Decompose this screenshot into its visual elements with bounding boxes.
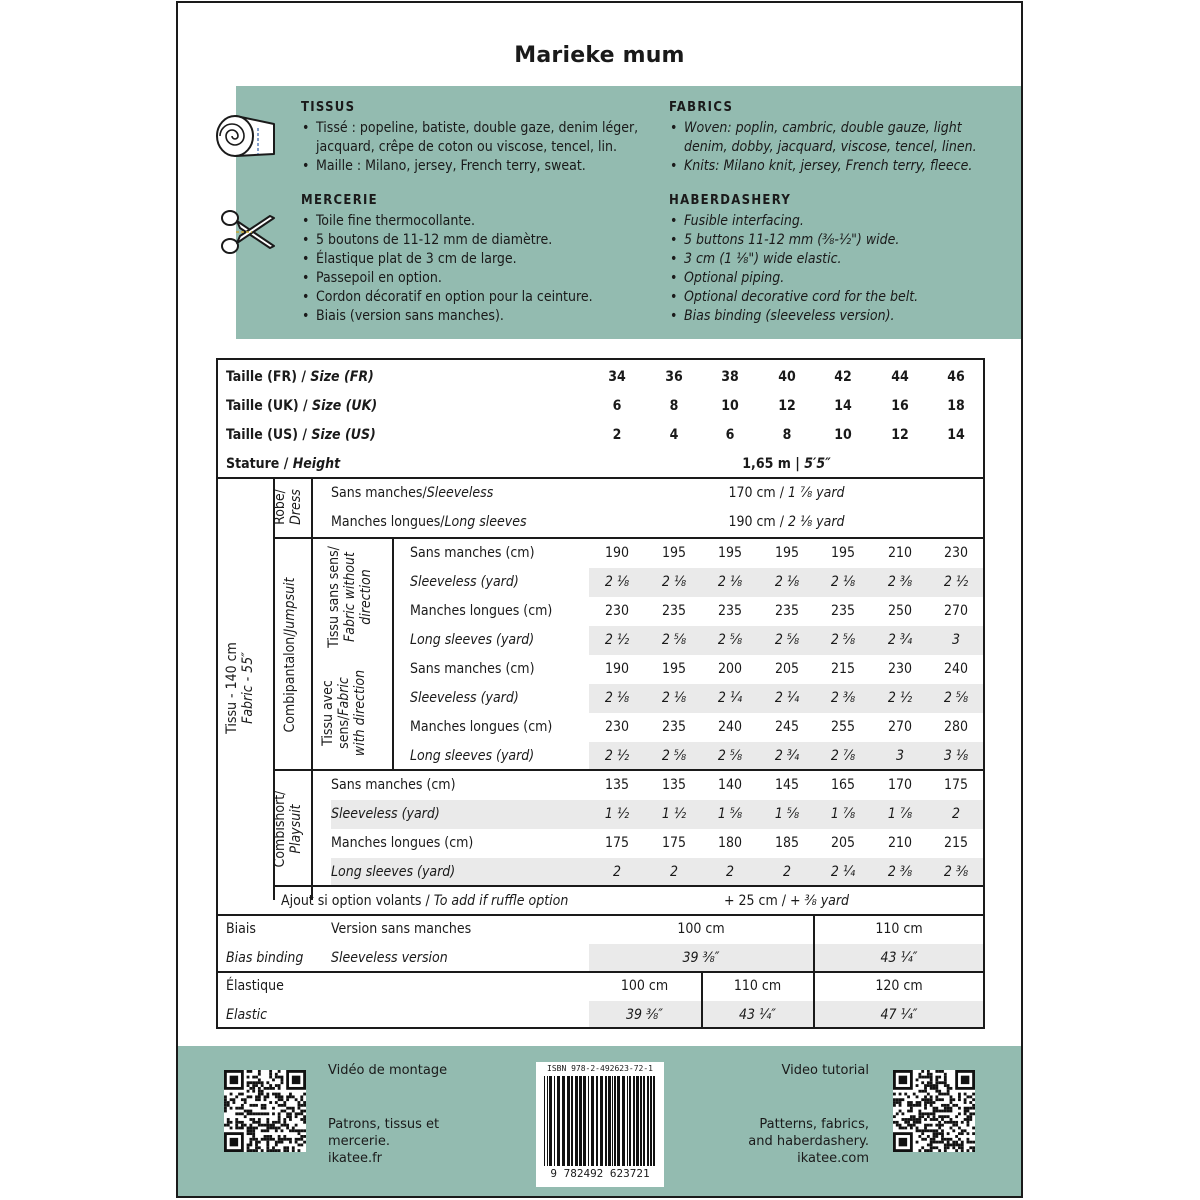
list-item: • Maille : Milano, jersey, French terry, sweat. <box>301 157 651 176</box>
jumpsuit-row-value: 255 <box>830 719 856 735</box>
jumpsuit-row-value: 235 <box>661 719 687 735</box>
jumpsuit-row-value: 235 <box>661 603 687 619</box>
list-item: • Bias binding (sleeveless version). <box>669 307 989 326</box>
fabrics-heading-fr: TISSUS <box>301 100 356 115</box>
size-uk-value: 6 <box>612 398 622 414</box>
jumpsuit-group-label-en: Jumpsuit <box>282 577 298 633</box>
jumpsuit-row-label: Sans manches (cm) <box>410 545 535 561</box>
table-rule <box>216 358 985 360</box>
playsuit-row-value: 175 <box>661 835 687 851</box>
jumpsuit-row-value: 2 ⅛ <box>661 574 687 590</box>
table-rule <box>392 539 394 771</box>
ruffle-value-en: + ⅜ yard <box>789 893 850 909</box>
height-value-fr: 1,65 m | <box>742 456 805 472</box>
size-uk-value: 8 <box>669 398 679 414</box>
playsuit-row-value: 175 <box>943 777 969 793</box>
playsuit-row-value: 1 ½ <box>604 806 630 822</box>
jumpsuit-row-value: 2 ⅝ <box>661 632 687 648</box>
elastic-value-cm: 120 cm <box>875 978 923 994</box>
table-rule <box>701 972 703 1028</box>
ruffle-label-fr: Ajout si option volants / <box>281 893 434 909</box>
size-fr-value: 34 <box>608 369 626 385</box>
jumpsuit-row-value: 215 <box>830 661 856 677</box>
size-us-label <box>226 421 486 450</box>
playsuit-row-value: 165 <box>830 777 856 793</box>
height-label-fr: Stature / <box>226 456 293 472</box>
dress-row-value-fr: 170 cm / <box>728 485 788 501</box>
size-uk-value: 18 <box>947 398 965 414</box>
dress-group-label <box>272 478 312 536</box>
dress-row-label <box>331 479 581 508</box>
bias-value-in: 39 ⅜″ <box>682 950 720 966</box>
elastic-label-fr: Élastique <box>226 978 284 994</box>
height-value <box>589 450 984 479</box>
size-fr-value: 44 <box>891 369 909 385</box>
jumpsuit-row-value: 235 <box>774 603 800 619</box>
jumpsuit-row-value: 2 ½ <box>943 574 969 590</box>
playsuit-row-value: 2 <box>951 806 960 822</box>
bias-value-cm: 110 cm <box>875 921 923 937</box>
playsuit-row-value: 135 <box>661 777 687 793</box>
fabrics-fr <box>301 100 651 176</box>
footer <box>178 1046 1021 1198</box>
list-item: • Biais (version sans manches). <box>301 307 651 326</box>
jumpsuit-row-value: 235 <box>717 603 743 619</box>
size-fr-value: 42 <box>834 369 852 385</box>
fabrics-en <box>669 100 989 176</box>
size-uk-label <box>226 392 486 421</box>
playsuit-row-value: 2 ¼ <box>830 864 856 880</box>
size-us-label-en: Size (US) <box>311 427 376 443</box>
elastic-value-in: 47 ¼″ <box>880 1007 918 1023</box>
jumpsuit-row-value: 250 <box>887 603 913 619</box>
jumpsuit-row-value: 240 <box>717 719 743 735</box>
jumpsuit-row-value: 240 <box>943 661 969 677</box>
playsuit-row-value: 170 <box>887 777 913 793</box>
jumpsuit-row-value: 2 ⅛ <box>774 574 800 590</box>
size-uk-value: 12 <box>778 398 796 414</box>
list-item: • Woven: poplin, cambric, double gauze, light denim, dobby, jacquard, viscose, tencel, linen. <box>669 119 989 157</box>
playsuit-row-value: 1 ⅞ <box>887 806 913 822</box>
dress-row-value-en: 1 ⅞ yard <box>787 485 845 501</box>
playsuit-row-label: Sleeveless (yard) <box>331 806 440 822</box>
no-direction-label <box>326 539 378 655</box>
jumpsuit-row-value: 230 <box>604 719 630 735</box>
list-item: • 5 buttons 11-12 mm (⅜-½") wide. <box>669 231 989 250</box>
dress-row-value <box>589 479 984 508</box>
jumpsuit-row-value: 2 ½ <box>604 632 630 648</box>
fabric-group-label <box>224 477 264 899</box>
video-tutorial-fr: Vidéo de montage <box>328 1063 448 1078</box>
fabric-group-label-en: Fabric - 55″ <box>240 652 256 724</box>
jumpsuit-row-value: 2 ⅛ <box>717 574 743 590</box>
size-fr-value: 46 <box>947 369 965 385</box>
height-value-en: 5′5″ <box>804 456 831 472</box>
bias-value-cm: 100 cm <box>677 921 725 937</box>
size-us-value: 6 <box>725 427 735 443</box>
dress-row-value-en: 2 ⅛ yard <box>787 514 845 530</box>
playsuit-row-value: 2 <box>725 864 734 880</box>
isbn-barcode <box>536 1062 664 1187</box>
table-rule <box>216 358 218 1029</box>
size-uk-label-en: Size (UK) <box>312 398 378 414</box>
jumpsuit-row-value: 2 ⅝ <box>717 632 743 648</box>
jumpsuit-row-value: 2 ⅜ <box>887 574 913 590</box>
playsuit-row-value: 1 ⅝ <box>717 806 743 822</box>
size-us-value: 10 <box>834 427 852 443</box>
playsuit-group-label <box>272 771 312 887</box>
list-item: • Knits: Milano knit, jersey, French terry, fleece. <box>669 157 989 176</box>
dress-row-label-fr: Manches longues/ <box>331 514 445 530</box>
with-direction-label-part: Fabric <box>336 677 352 716</box>
list-item: • 5 boutons de 11-12 mm de diamètre. <box>301 231 651 250</box>
playsuit-row-value: 135 <box>604 777 630 793</box>
jumpsuit-row-value: 200 <box>717 661 743 677</box>
bias-label-fr: Biais <box>226 921 256 937</box>
jumpsuit-row-value: 2 ½ <box>887 690 913 706</box>
playsuit-row-value: 180 <box>717 835 743 851</box>
list-item: • Optional piping. <box>669 269 989 288</box>
jumpsuit-row-label: Sleeveless (yard) <box>410 690 519 706</box>
playsuit-row-value: 2 <box>782 864 791 880</box>
with-direction-label <box>320 655 384 771</box>
no-direction-label-part: direction <box>358 569 374 625</box>
scissors-icon <box>218 206 278 258</box>
isbn-text: ISBN 978-2-492623-72-1 <box>547 1064 653 1073</box>
playsuit-row-value: 1 ⅞ <box>830 806 856 822</box>
jumpsuit-row-value: 195 <box>717 545 743 561</box>
qr-code-en[interactable] <box>893 1070 975 1152</box>
playsuit-row-value: 2 ⅜ <box>943 864 969 880</box>
size-fr-label-fr: Taille (FR) / <box>226 369 311 385</box>
dress-group-label-en: Dress <box>288 489 304 525</box>
elastic-value-cm: 110 cm <box>733 978 782 994</box>
playsuit-row-value: 2 <box>669 864 678 880</box>
fabric-roll-icon <box>214 110 280 162</box>
jumpsuit-row-value: 190 <box>604 661 630 677</box>
jumpsuit-row-value: 2 ⅛ <box>661 690 687 706</box>
table-rule <box>813 972 815 1028</box>
playsuit-row-value: 175 <box>604 835 630 851</box>
jumpsuit-row-value: 230 <box>604 603 630 619</box>
size-uk-value: 14 <box>834 398 852 414</box>
dress-row-label-en: Long sleeves <box>444 514 527 530</box>
jumpsuit-row-value: 2 ⅝ <box>943 690 969 706</box>
jumpsuit-row-value: 2 ⅝ <box>774 632 800 648</box>
jumpsuit-group-label <box>282 539 302 771</box>
size-uk-value: 10 <box>721 398 739 414</box>
size-fr-value: 36 <box>665 369 683 385</box>
barcode-bars <box>540 1076 660 1166</box>
materials-panel <box>236 86 1023 339</box>
elastic-value-cm: 100 cm <box>620 978 669 994</box>
bias-label-en: Bias binding <box>226 950 304 966</box>
website-en[interactable]: ikatee.com <box>797 1151 869 1166</box>
ruffle-label-en: To add if ruffle option <box>433 893 569 909</box>
playsuit-row-label: Sans manches (cm) <box>331 777 456 793</box>
jumpsuit-row-value: 3 ⅛ <box>943 748 969 764</box>
height-label <box>226 450 486 479</box>
haberdashery-heading-en: HABERDASHERY <box>669 193 792 208</box>
size-us-value: 8 <box>782 427 792 443</box>
playsuit-group-label-en: Playsuit <box>288 804 304 854</box>
jumpsuit-row-value: 2 ⅜ <box>830 690 856 706</box>
playsuit-row-value: 145 <box>774 777 800 793</box>
list-item: • Passepoil en option. <box>301 269 651 288</box>
jumpsuit-row-value: 2 ⅛ <box>604 690 630 706</box>
ruffle-value <box>589 887 984 916</box>
page-title: Marieke mum <box>514 43 685 68</box>
dress-row-label-en: Sleeveless <box>426 485 494 501</box>
playsuit-group-label-fr: Combishort/ <box>272 790 288 868</box>
jumpsuit-row-value: 270 <box>887 719 913 735</box>
height-label-en: Height <box>292 456 341 472</box>
jumpsuit-row-value: 205 <box>774 661 800 677</box>
ruffle-label <box>281 887 591 916</box>
dress-group-label-fr: Robe/ <box>272 489 288 525</box>
no-direction-label-part: Tissu sans sens/ <box>326 546 342 648</box>
with-direction-label-part: sens/ <box>336 715 352 749</box>
list-item: • Optional decorative cord for the belt. <box>669 288 989 307</box>
size-uk-value: 16 <box>891 398 909 414</box>
jumpsuit-row-value: 230 <box>887 661 913 677</box>
yardage-table <box>216 358 985 1029</box>
haberdashery-fr <box>301 193 651 326</box>
size-fr-label-en: Size (FR) <box>310 369 374 385</box>
jumpsuit-row-label: Sans manches (cm) <box>410 661 535 677</box>
jumpsuit-row-value: 2 ⅝ <box>717 748 743 764</box>
size-fr-label <box>226 363 486 392</box>
jumpsuit-row-value: 2 ¼ <box>774 690 800 706</box>
size-us-value: 12 <box>891 427 909 443</box>
playsuit-row-value: 2 ⅜ <box>887 864 913 880</box>
website-fr[interactable]: ikatee.fr <box>328 1151 383 1166</box>
dress-row-value-fr: 190 cm / <box>728 514 788 530</box>
jumpsuit-row-value: 230 <box>943 545 969 561</box>
no-direction-label-part: Fabric without <box>342 552 358 642</box>
elastic-label-en: Elastic <box>226 1007 268 1023</box>
jumpsuit-row-value: 210 <box>887 545 913 561</box>
with-direction-label-part: with direction <box>352 669 368 757</box>
jumpsuit-row-value: 2 ⅝ <box>830 632 856 648</box>
qr-code-fr[interactable] <box>224 1070 306 1152</box>
jumpsuit-row-value: 235 <box>830 603 856 619</box>
size-us-label-fr: Taille (US) / <box>226 427 312 443</box>
jumpsuit-row-value: 280 <box>943 719 969 735</box>
list-item: • 3 cm (1 ⅛") wide elastic. <box>669 250 989 269</box>
size-fr-value: 38 <box>721 369 739 385</box>
jumpsuit-row-value: 2 ¾ <box>774 748 800 764</box>
size-us-value: 4 <box>669 427 679 443</box>
bias-version-en: Sleeveless version <box>331 950 448 966</box>
jumpsuit-group-label-fr: Combipantalon/ <box>282 632 298 733</box>
jumpsuit-row-value: 2 ⅛ <box>604 574 630 590</box>
playsuit-row-label: Manches longues (cm) <box>331 835 474 851</box>
bias-value-in: 43 ¼″ <box>880 950 918 966</box>
list-item: • Cordon décoratif en option pour la ceinture. <box>301 288 651 307</box>
haberdashery-heading-fr: MERCERIE <box>301 193 378 208</box>
jumpsuit-row-value: 195 <box>774 545 800 561</box>
dress-row-label-fr: Sans manches/ <box>331 485 427 501</box>
list-item: • Fusible interfacing. <box>669 212 989 231</box>
jumpsuit-row-value: 2 ¾ <box>887 632 913 648</box>
list-item: • Élastique plat de 3 cm de large. <box>301 250 651 269</box>
playsuit-row-value: 185 <box>774 835 800 851</box>
haberdashery-en <box>669 193 989 326</box>
with-direction-label-part: Tissu avec <box>320 680 336 746</box>
shop-text-en: Patterns, fabrics, and haberdashery. <box>748 1117 869 1149</box>
dress-row-label <box>331 508 581 537</box>
pattern-back-cover <box>176 1 1023 1198</box>
dress-row-value <box>589 508 984 537</box>
jumpsuit-row-label: Manches longues (cm) <box>410 603 553 619</box>
playsuit-row-value: 140 <box>717 777 743 793</box>
playsuit-row-value: 205 <box>830 835 856 851</box>
jumpsuit-row-label: Long sleeves (yard) <box>410 632 535 648</box>
jumpsuit-row-value: 270 <box>943 603 969 619</box>
list-item: • Tissé : popeline, batiste, double gaze, denim léger, jacquard, crêpe de coton ou viscose, tencel, lin. <box>301 119 651 157</box>
jumpsuit-row-value: 245 <box>774 719 800 735</box>
jumpsuit-row-value: 190 <box>604 545 630 561</box>
list-item: • Toile fine thermocollante. <box>301 212 651 231</box>
barcode-number: 9 782492 623721 <box>550 1167 650 1180</box>
table-rule <box>813 915 815 971</box>
jumpsuit-row-value: 2 ½ <box>604 748 630 764</box>
playsuit-row-value: 1 ½ <box>661 806 687 822</box>
fabrics-heading-en: FABRICS <box>669 100 734 115</box>
size-uk-label-fr: Taille (UK) / <box>226 398 313 414</box>
size-us-value: 14 <box>947 427 965 443</box>
jumpsuit-row-value: 195 <box>830 545 856 561</box>
shop-text-fr: Patrons, tissus et mercerie. <box>328 1117 440 1149</box>
playsuit-row-value: 215 <box>943 835 969 851</box>
jumpsuit-row-value: 195 <box>661 661 687 677</box>
playsuit-row-label: Long sleeves (yard) <box>331 864 456 880</box>
elastic-value-in: 39 ⅜″ <box>626 1007 663 1023</box>
ruffle-value-fr: + 25 cm / <box>723 893 790 909</box>
bias-version-fr: Version sans manches <box>331 921 472 937</box>
jumpsuit-row-value: 2 ⅝ <box>661 748 687 764</box>
jumpsuit-row-value: 3 <box>951 632 960 648</box>
jumpsuit-row-value: 195 <box>661 545 687 561</box>
fabric-group-label-fr: Tissu - 140 cm <box>224 642 240 734</box>
playsuit-row-value: 1 ⅝ <box>774 806 800 822</box>
jumpsuit-row-value: 2 ¼ <box>717 690 743 706</box>
elastic-value-in: 43 ¼″ <box>739 1007 776 1023</box>
video-tutorial-en: Video tutorial <box>781 1063 869 1078</box>
playsuit-row-value: 2 <box>612 864 621 880</box>
jumpsuit-row-value: 2 ⅞ <box>830 748 856 764</box>
jumpsuit-row-label: Manches longues (cm) <box>410 719 553 735</box>
playsuit-row-value: 210 <box>887 835 913 851</box>
jumpsuit-row-label: Long sleeves (yard) <box>410 748 535 764</box>
jumpsuit-row-value: 3 <box>895 748 904 764</box>
jumpsuit-row-value: 2 ⅛ <box>830 574 856 590</box>
size-fr-value: 40 <box>778 369 796 385</box>
size-us-value: 2 <box>612 427 622 443</box>
jumpsuit-row-label: Sleeveless (yard) <box>410 574 519 590</box>
